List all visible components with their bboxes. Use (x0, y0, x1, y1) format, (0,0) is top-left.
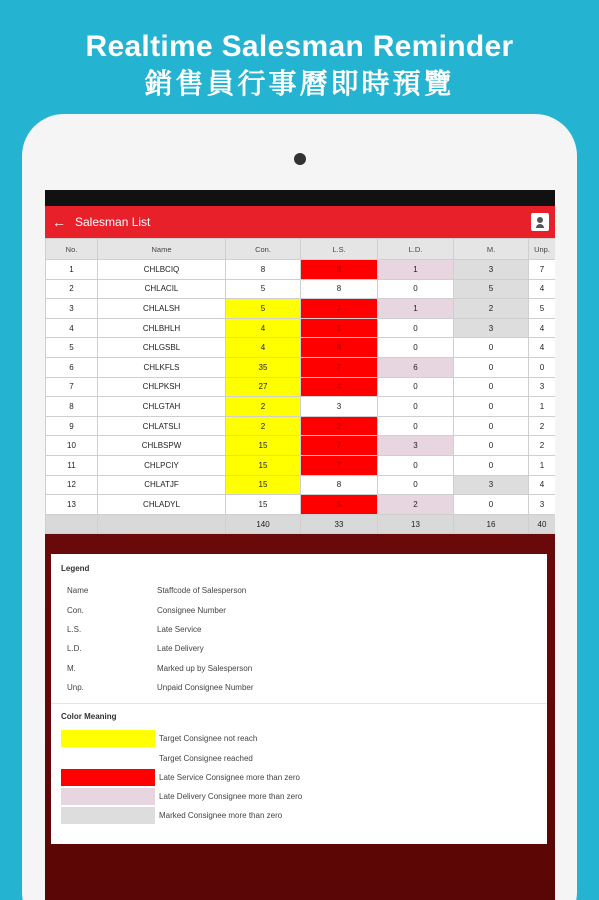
promo-subtitle: 銷售員行事曆即時預覽 (144, 68, 455, 99)
app-bar (45, 206, 555, 238)
cell-unp: 3 (529, 377, 556, 397)
cell-name: CHLGTAH (98, 397, 226, 417)
legend-key: Name (67, 586, 89, 596)
cell-ld: 3 (378, 436, 454, 456)
legend-value: Marked up by Salesperson (157, 663, 253, 673)
cell-name: CHLBHLH (98, 318, 226, 338)
table-header-row (46, 239, 556, 260)
cell-m: 0 (454, 455, 529, 475)
column-header[interactable]: Unp. (529, 239, 556, 260)
cell-ls: 4 (301, 377, 378, 397)
cell-con: 5 (226, 299, 301, 319)
cell-no: 7 (46, 377, 98, 397)
table-row[interactable] (46, 455, 556, 475)
total-cell (98, 514, 226, 534)
legend-card (51, 554, 547, 844)
cell-ld: 0 (378, 416, 454, 436)
legend-item (61, 581, 537, 600)
cell-name: CHLACIL (98, 279, 226, 299)
cell-no: 13 (46, 495, 98, 515)
legend-divider (51, 703, 547, 704)
cell-con: 4 (226, 338, 301, 358)
cell-unp: 5 (529, 299, 556, 319)
cell-ld: 1 (378, 299, 454, 319)
legend-key: M. (67, 663, 76, 673)
color-item (61, 749, 537, 768)
color-item (61, 787, 537, 806)
legend-item (61, 600, 537, 619)
cell-ls: 2 (301, 416, 378, 436)
status-bar (45, 190, 555, 206)
legend-key: L.D. (67, 644, 82, 654)
table-row[interactable] (46, 318, 556, 338)
cell-ls: 7 (301, 436, 378, 456)
cell-con: 35 (226, 357, 301, 377)
user-icon[interactable] (531, 213, 549, 231)
cell-ls: 5 (301, 495, 378, 515)
legend-item (61, 659, 537, 678)
total-cell (46, 514, 98, 534)
tablet-frame (22, 114, 577, 900)
legend-title: Legend (61, 564, 90, 573)
cell-con: 15 (226, 436, 301, 456)
cell-m: 2 (454, 299, 529, 319)
cell-ls: 3 (301, 397, 378, 417)
cell-no: 6 (46, 357, 98, 377)
cell-con: 27 (226, 377, 301, 397)
total-cell: 33 (301, 514, 378, 534)
cell-name: CHLATSLI (98, 416, 226, 436)
table-row[interactable] (46, 338, 556, 358)
cell-con: 15 (226, 475, 301, 495)
cell-unp: 3 (529, 495, 556, 515)
cell-ld: 2 (378, 495, 454, 515)
total-cell: 40 (529, 514, 556, 534)
cell-no: 10 (46, 436, 98, 456)
total-cell: 16 (454, 514, 529, 534)
cell-no: 4 (46, 318, 98, 338)
table-row[interactable] (46, 279, 556, 299)
cell-ls: 7 (301, 455, 378, 475)
cell-m: 0 (454, 338, 529, 358)
cell-unp: 4 (529, 338, 556, 358)
cell-ls: 8 (301, 279, 378, 299)
cell-m: 0 (454, 495, 529, 515)
table-row[interactable] (46, 495, 556, 515)
color-swatch (61, 807, 155, 824)
cell-ld: 0 (378, 397, 454, 417)
cell-no: 9 (46, 416, 98, 436)
table-row[interactable] (46, 436, 556, 456)
cell-con: 15 (226, 495, 301, 515)
cell-unp: 2 (529, 436, 556, 456)
cell-con: 2 (226, 397, 301, 417)
back-arrow-icon[interactable]: ← (52, 214, 66, 230)
table-row[interactable] (46, 357, 556, 377)
color-text: Target Consignee not reach (159, 734, 258, 744)
color-item (61, 806, 537, 825)
cell-m: 0 (454, 377, 529, 397)
legend-value: Consignee Number (157, 605, 226, 615)
cell-ls: 7 (301, 299, 378, 319)
column-header[interactable]: L.D. (378, 239, 454, 260)
cell-unp: 2 (529, 416, 556, 436)
cell-ld: 6 (378, 357, 454, 377)
cell-name: CHLBSPW (98, 436, 226, 456)
legend-key: L.S. (67, 624, 82, 634)
legend-value: Late Service (157, 624, 202, 634)
camera-icon (294, 153, 306, 165)
cell-ld: 0 (378, 455, 454, 475)
legend-value: Late Delivery (157, 644, 204, 654)
legend-item (61, 639, 537, 658)
color-item (61, 768, 537, 787)
cell-m: 3 (454, 318, 529, 338)
column-header[interactable]: Name (98, 239, 226, 260)
column-header[interactable]: L.S. (301, 239, 378, 260)
cell-con: 5 (226, 279, 301, 299)
color-meaning-title: Color Meaning (61, 712, 117, 722)
cell-ld: 0 (378, 318, 454, 338)
table-row[interactable] (46, 377, 556, 397)
cell-name: CHLKFLS (98, 357, 226, 377)
cell-ls: 8 (301, 260, 378, 280)
color-text: Late Service Consignee more than zero (159, 772, 300, 782)
cell-no: 8 (46, 397, 98, 417)
table-row[interactable] (46, 416, 556, 436)
color-item (61, 729, 537, 748)
table-row[interactable] (46, 299, 556, 319)
cell-unp: 7 (529, 260, 556, 280)
legend-item (61, 620, 537, 639)
cell-m: 0 (454, 416, 529, 436)
table-row[interactable] (46, 397, 556, 417)
cell-ld: 0 (378, 475, 454, 495)
cell-m: 3 (454, 475, 529, 495)
cell-no: 11 (46, 455, 98, 475)
color-swatch (61, 788, 155, 805)
cell-ld: 0 (378, 377, 454, 397)
app-title: Salesman List (75, 215, 151, 229)
cell-con: 2 (226, 416, 301, 436)
legend-value: Unpaid Consignee Number (157, 683, 254, 693)
cell-ld: 0 (378, 338, 454, 358)
cell-ls: 1 (301, 318, 378, 338)
totals-row (46, 514, 556, 534)
total-cell: 13 (378, 514, 454, 534)
cell-name: CHLATJF (98, 475, 226, 495)
cell-unp: 0 (529, 357, 556, 377)
cell-no: 2 (46, 279, 98, 299)
cell-unp: 1 (529, 397, 556, 417)
cell-m: 5 (454, 279, 529, 299)
cell-no: 12 (46, 475, 98, 495)
cell-name: CHLPCIY (98, 455, 226, 475)
cell-ld: 1 (378, 260, 454, 280)
cell-m: 3 (454, 260, 529, 280)
cell-no: 3 (46, 299, 98, 319)
app-screen (45, 190, 555, 900)
cell-ls: 8 (301, 475, 378, 495)
salesman-table (45, 238, 555, 534)
cell-name: CHLPKSH (98, 377, 226, 397)
cell-con: 4 (226, 318, 301, 338)
color-swatch (61, 769, 155, 786)
total-cell: 140 (226, 514, 301, 534)
cell-ld: 0 (378, 279, 454, 299)
cell-unp: 4 (529, 475, 556, 495)
cell-m: 0 (454, 397, 529, 417)
color-text: Marked Consignee more than zero (159, 811, 283, 821)
cell-unp: 1 (529, 455, 556, 475)
cell-con: 15 (226, 455, 301, 475)
cell-con: 8 (226, 260, 301, 280)
legend-item (61, 678, 537, 697)
cell-name: CHLADYL (98, 495, 226, 515)
cell-no: 1 (46, 260, 98, 280)
color-text: Late Delivery Consignee more than zero (159, 792, 303, 801)
color-swatch (61, 730, 155, 747)
color-text: Target Consignee reached (159, 753, 253, 763)
legend-key: Con. (67, 605, 84, 615)
column-header[interactable]: M. (454, 239, 529, 260)
cell-ls: 8 (301, 338, 378, 358)
cell-name: CHLBCIQ (98, 260, 226, 280)
cell-m: 0 (454, 357, 529, 377)
promo-header (0, 28, 599, 102)
legend-key: Unp. (67, 683, 84, 693)
legend-value: Staffcode of Salesperson (157, 586, 247, 596)
column-header[interactable]: No. (46, 239, 98, 260)
column-header[interactable]: Con. (226, 239, 301, 260)
color-swatch (61, 750, 155, 767)
cell-unp: 4 (529, 279, 556, 299)
cell-ls: 7 (301, 357, 378, 377)
cell-m: 0 (454, 436, 529, 456)
cell-name: CHLALSH (98, 299, 226, 319)
cell-no: 5 (46, 338, 98, 358)
table-row[interactable] (46, 260, 556, 280)
cell-name: CHLGSBL (98, 338, 226, 358)
promo-title: Realtime Salesman Reminder (85, 30, 514, 63)
table-row[interactable] (46, 475, 556, 495)
cell-unp: 4 (529, 318, 556, 338)
